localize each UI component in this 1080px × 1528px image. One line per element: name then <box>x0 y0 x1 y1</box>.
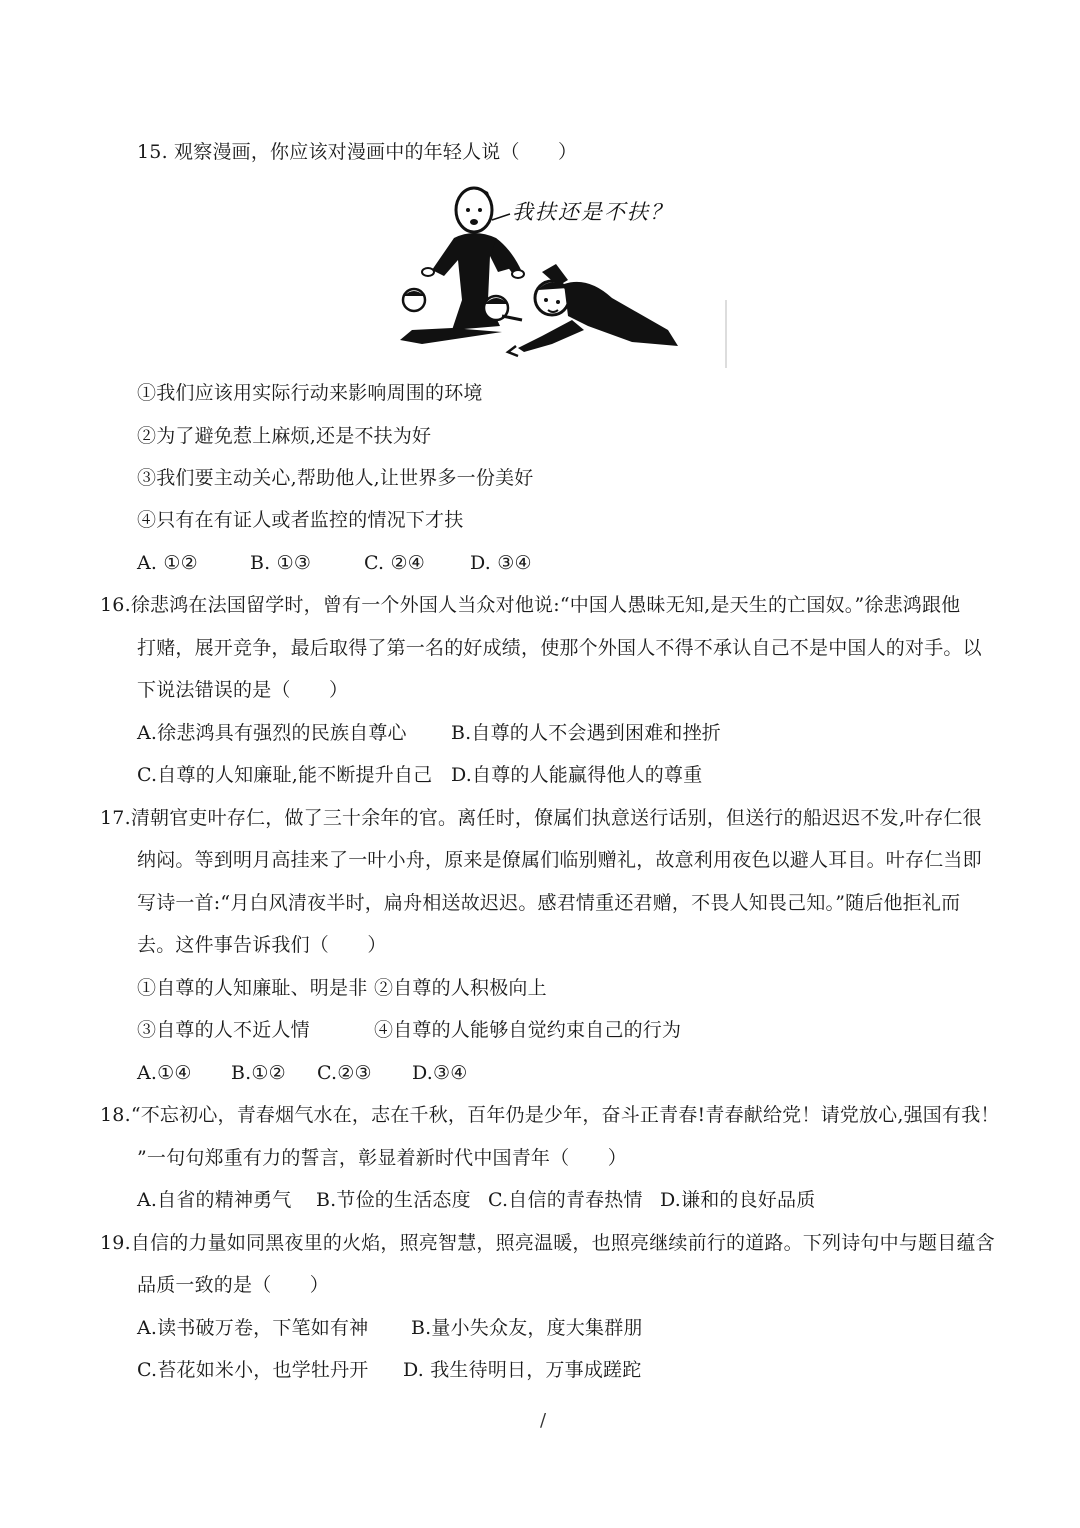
q18-option-b: B.节俭的生活态度 <box>316 1189 471 1211</box>
q15-statement-3: ③我们要主动关心,帮助他人,让世界多一份美好 <box>137 467 534 489</box>
q16-option-a: A.徐悲鸿具有强烈的民族自尊心 <box>137 722 407 744</box>
q16-line-3: 下说法错误的是（ ） <box>137 679 349 701</box>
q15-statement-2: ②为了避免惹上麻烦,还是不扶为好 <box>137 425 432 447</box>
q17-line-1: 17.清朝官吏叶存仁，做了三十余年的官。离任时，僚属们执意送行话别，但送行的船迟迟不发,叶存仁很 <box>100 807 982 829</box>
q15-statement-1: ①我们应该用实际行动来影响周围的环境 <box>137 382 483 404</box>
q17-statement-4: ④自尊的人能够自觉约束自己的行为 <box>374 1019 682 1041</box>
q17-option-b: B.①② <box>231 1062 286 1084</box>
q16-options-row-2 <box>137 762 702 788</box>
q16-option-c: C.自尊的人知廉耻,能不断提升自己 <box>137 764 433 786</box>
q15-stem: 15. 观察漫画，你应该对漫画中的年轻人说（ ） <box>137 141 578 163</box>
q17-statement-1: ①自尊的人知廉耻、明是非 <box>137 977 368 999</box>
q17-option-a: A.①④ <box>137 1062 192 1084</box>
q15-option-c: C. ②④ <box>364 552 426 574</box>
cartoon-caption: 我扶还是不扶？ <box>512 200 673 224</box>
q16-line-1: 16.徐悲鸿在法国留学时，曾有一个外国人当众对他说:“中国人愚昧无知,是天生的亡国奴。”徐悲鸿跟他 <box>100 594 961 616</box>
q15-statement-4: ④只有在有证人或者监控的情况下才扶 <box>137 509 464 531</box>
q19-option-a: A.读书破万卷，下笔如有神 <box>137 1317 369 1339</box>
q17-line-4: 去。这件事告诉我们（ ） <box>137 934 387 956</box>
q19-option-b: B.量小失众友，度大集群朋 <box>411 1317 643 1339</box>
q15-options <box>137 550 532 576</box>
q17-option-d: D.③④ <box>412 1062 468 1084</box>
q16-option-b: B.自尊的人不会遇到困难和挫折 <box>451 722 722 744</box>
q18-line-1: 18.“不忘初心，青春烟气水在，志在千秋，百年仍是少年，奋斗正青春!青春献给党！请党放心,强国有我！ <box>100 1104 1000 1126</box>
q17-line-2: 纳闷。等到明月高挂来了一叶小舟，原来是僚属们临别赠礼，故意利用夜色以避人耳目。叶存仁当即 <box>137 849 982 871</box>
q19-option-c: C.苔花如米小，也学牡丹开 <box>137 1359 369 1381</box>
q18-options <box>137 1187 815 1213</box>
q17-statements-row-1 <box>137 975 547 1001</box>
q15-option-d: D. ③④ <box>470 552 532 574</box>
q15-option-b: B. ①③ <box>250 552 312 574</box>
q16-option-d: D.自尊的人能赢得他人的尊重 <box>451 764 703 786</box>
q19-line-1: 19.自信的力量如同黑夜里的火焰，照亮智慧，照亮温暖，也照亮继续前行的道路。下列诗句中与题目蕴含 <box>100 1232 995 1254</box>
q17-statement-3: ③自尊的人不近人情 <box>137 1019 310 1041</box>
q18-option-c: C.自信的青春热情 <box>488 1189 643 1211</box>
q17-statement-2: ②自尊的人积极向上 <box>374 977 547 999</box>
q17-option-c: C.②③ <box>317 1062 372 1084</box>
q19-line-2: 品质一致的是（ ） <box>137 1274 330 1296</box>
q15-cartoon <box>392 180 732 370</box>
q17-line-3: 写诗一首:“月白风清夜半时，扁舟相送故迟迟。感君情重还君赠，不畏人知畏己知。”随后他拒礼而 <box>137 892 961 914</box>
q19-options-row-1 <box>137 1315 643 1341</box>
q18-line-2: ”一句句郑重有力的誓言，彰显着新时代中国青年（ ） <box>137 1147 627 1169</box>
q18-option-d: D.谦和的良好品质 <box>660 1189 816 1211</box>
q19-options-row-2 <box>137 1357 641 1383</box>
q15-option-a: A. ①② <box>137 552 198 574</box>
q16-line-2: 打赌，展开竞争，最后取得了第一名的好成绩，使那个外国人不得不承认自己不是中国人的对手。以 <box>137 637 982 659</box>
q19-option-d: D. 我生待明日，万事成蹉跎 <box>403 1359 642 1381</box>
page-mark: / <box>540 1410 547 1431</box>
q17-statements-row-2 <box>137 1017 681 1043</box>
q18-option-a: A.自省的精神勇气 <box>137 1189 292 1211</box>
q16-options-row-1 <box>137 720 721 746</box>
q17-options <box>137 1060 467 1086</box>
